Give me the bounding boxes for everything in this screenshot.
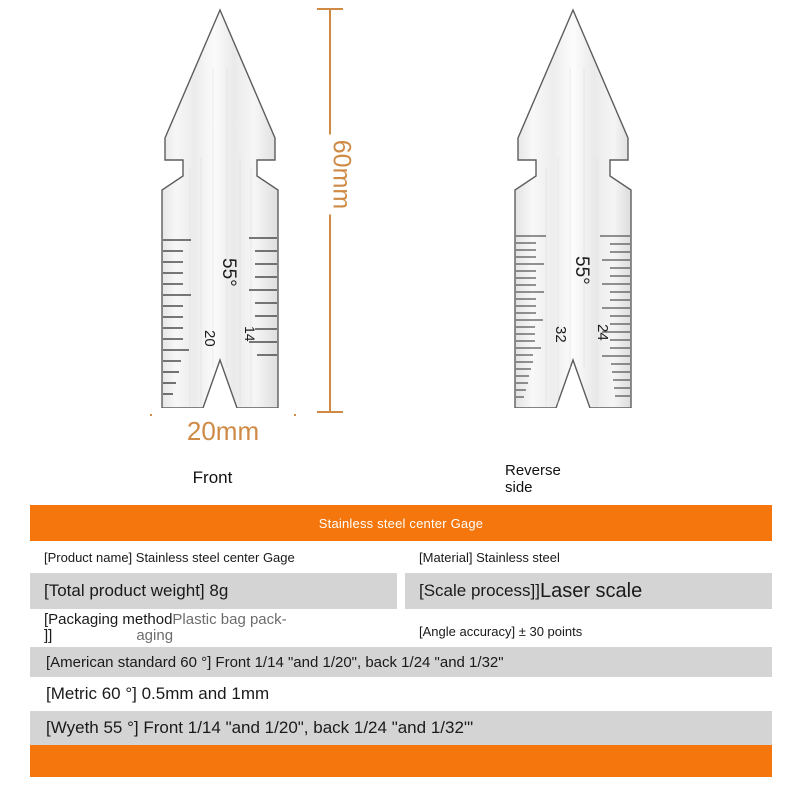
width-dimension	[150, 412, 296, 456]
reverse-angle-label: 55°	[571, 256, 592, 285]
packaging-value: Plastic bag pack-	[172, 611, 287, 628]
front-angle-label: 55°	[218, 258, 239, 287]
row-total-weight: [Total product weight] 8g	[30, 573, 397, 609]
front-gage-image	[145, 8, 295, 408]
reverse-caption	[505, 462, 630, 497]
specification-table	[30, 505, 772, 777]
dimension-cap-bottom	[317, 411, 343, 413]
front-caption: Front	[192, 468, 233, 487]
row-product-name: [Product name] Stainless steel center Gage	[30, 541, 397, 573]
height-dimension	[310, 8, 356, 413]
row-packaging-method	[30, 609, 397, 644]
spec-column-right	[401, 541, 772, 647]
packaging-key-tail: ]]	[44, 626, 53, 644]
spec-title-bar	[30, 505, 772, 541]
reverse-left-scale-label: 32	[552, 326, 569, 343]
reverse-caption-line2: side	[505, 479, 533, 497]
reverse-gage-image	[498, 8, 648, 408]
packaging-value-line2: aging	[136, 626, 174, 644]
scale-process-key: [Scale process]]	[419, 581, 540, 600]
row-material: [Material] Stainless steel	[405, 541, 772, 573]
width-dimension-label: 20mm	[150, 416, 296, 447]
reverse-right-scale-label: 24	[594, 324, 611, 341]
spec-column-left	[30, 541, 401, 647]
row-metric: [Metric 60 °] 0.5mm and 1mm	[30, 677, 772, 711]
row-angle-accuracy: [Angle accuracy] ± 30 points	[405, 615, 772, 647]
front-right-scale-label: 14	[242, 326, 258, 342]
dimension-cap-top	[317, 8, 343, 10]
spec-bottom-bar	[30, 745, 772, 777]
front-gage-svg	[145, 8, 295, 408]
packaging-key: [Packaging method	[44, 611, 173, 628]
row-american-standard: [American standard 60 °] Front 1/14 "and 1/20", back 1/24 "and 1/32"	[30, 647, 772, 677]
reverse-gage-svg	[498, 8, 648, 408]
front-left-scale-label: 20	[201, 330, 218, 347]
reverse-caption-line1: Reverse	[505, 462, 561, 479]
spec-title: Stainless steel center Gage	[318, 515, 484, 531]
scale-process-value: Laser scale	[539, 579, 643, 602]
spec-two-column-section	[30, 541, 772, 647]
height-dimension-label: 60mm	[325, 135, 358, 215]
row-wyeth: [Wyeth 55 °] Front 1/14 "and 1/20", back 1/24 "and 1/32'"	[30, 711, 772, 745]
row-scale-process	[405, 573, 772, 609]
